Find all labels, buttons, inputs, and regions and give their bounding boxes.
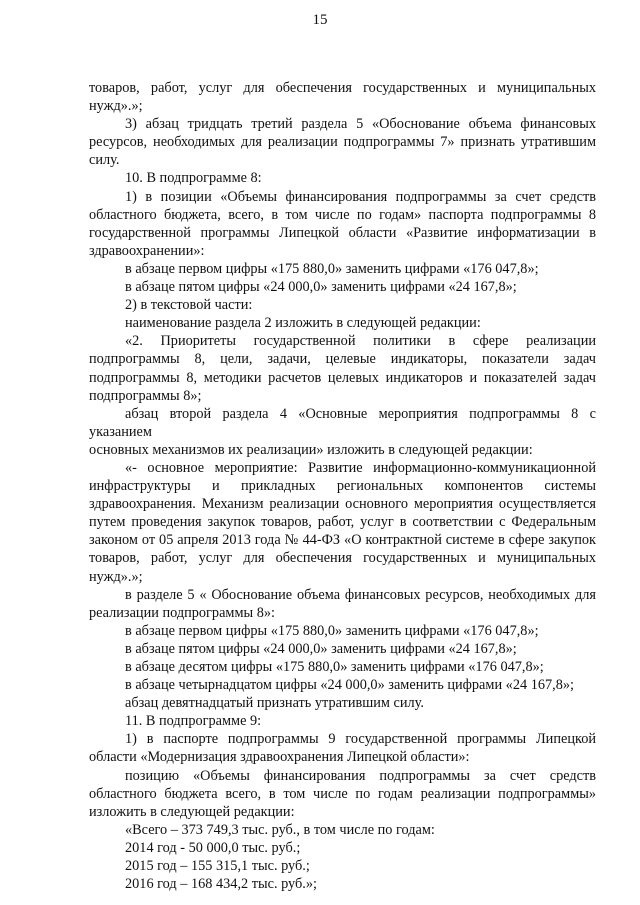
document-line: подпрограммы 8, методики расчетов целевых индикаторов и показателей задач: [89, 369, 596, 386]
document-line: 2015 год – 155 315,1 тыс. руб.;: [125, 858, 310, 875]
document-line: подпрограммы 8»;: [89, 387, 202, 404]
document-line: 2016 год – 168 434,2 тыс. руб.»;: [125, 876, 317, 893]
document-line: здравоохранении»:: [89, 242, 205, 259]
document-line: абзац девятнадцатый признать утратившим силу.: [125, 695, 424, 712]
document-line: в абзаце четырнадцатом цифры «24 000,0» заменить цифрами «24 167,8»;: [125, 677, 574, 694]
document-line: государственной программы Липецкой области «Развитие информатизации в: [89, 224, 596, 241]
document-line: 1) в паспорте подпрограммы 9 государственной программы Липецкой: [125, 731, 596, 748]
document-line: 3) абзац тридцать третий раздела 5 «Обоснование объема финансовых: [125, 116, 596, 133]
document-line: 10. В подпрограмме 8:: [125, 170, 262, 187]
document-line: реализации подпрограммы 8»:: [89, 604, 275, 621]
document-line: «2. Приоритеты государственной политики в сфере реализации: [125, 333, 596, 350]
document-line: ресурсов, необходимых для реализации подпрограммы 7» признать утратившим: [89, 134, 596, 151]
document-line: областного бюджета, всего, в том числе по годам» паспорта подпрограммы 8: [89, 206, 596, 223]
document-line: силу.: [89, 152, 120, 169]
document-line: в абзаце десятом цифры «175 880,0» заменить цифрами «176 047,8»;: [125, 659, 544, 675]
document-line: подпрограммы 8, цели, задачи, целевые индикаторы, показатели задач: [89, 351, 596, 368]
document-line: законом от 05 апреля 2013 года № 44-ФЗ «О контрактной системе в сфере закупок: [89, 532, 596, 549]
document-line: наименование раздела 2 изложить в следующей редакции:: [125, 315, 481, 332]
document-line: области «Модернизация здравоохранения Липецкой области»:: [89, 749, 470, 766]
document-line: здравоохранения. Механизм реализации основного мероприятия осуществляется: [89, 496, 596, 513]
document-line: в разделе 5 « Обоснование объема финансовых ресурсов, необходимых для: [125, 586, 596, 603]
document-line: инфраструктуры и прикладных региональных компонентов системы: [89, 478, 596, 495]
document-line: 2) в текстовой части:: [125, 297, 253, 314]
document-line: в абзаце первом цифры «175 880,0» заменить цифрами «176 047,8»;: [125, 622, 539, 639]
document-line: товаров, работ, услуг для обеспечения государственных и муниципальных: [89, 550, 596, 567]
document-line: товаров, работ, услуг для обеспечения государственных и муниципальных: [89, 80, 596, 96]
document-line: позицию «Объемы финансирования подпрограммы за счет средств: [125, 767, 596, 784]
document-line: нужд».»;: [89, 98, 143, 115]
document-line: 1) в позиции «Объемы финансирования подпрограммы за счет средств: [125, 188, 596, 205]
document-line: областного бюджета всего, в том числе по годам реализации подпрограммы»: [89, 785, 596, 802]
document-line: 11. В подпрограмме 9:: [125, 713, 262, 730]
document-line: основных механизмов их реализации» изложить в следующей редакции:: [89, 441, 533, 458]
document-line: путем проведения закупок товаров, работ, услуг в соответствии с Федеральным: [89, 514, 596, 531]
document-line: «- основное мероприятие: Развитие информационно-коммуникационной: [125, 459, 596, 476]
document-body: [89, 79, 596, 893]
document-line: 2014 год - 50 000,0 тыс. руб.;: [125, 839, 301, 856]
document-line: абзац второй раздела 4 «Основные мероприятия подпрограммы 8 с указанием: [89, 405, 596, 440]
document-line: в абзаце первом цифры «175 880,0» заменить цифрами «176 047,8»;: [125, 260, 539, 277]
document-line: «Всего – 373 749,3 тыс. руб., в том числе по годам:: [125, 821, 435, 838]
document-line: в абзаце пятом цифры «24 000,0» заменить цифрами «24 167,8»;: [125, 279, 517, 296]
page-number: 15: [312, 12, 328, 28]
document-line: изложить в следующей редакции:: [89, 803, 295, 820]
document-line: в абзаце пятом цифры «24 000,0» заменить цифрами «24 167,8»;: [125, 640, 517, 657]
document-line: нужд».»;: [89, 568, 143, 585]
